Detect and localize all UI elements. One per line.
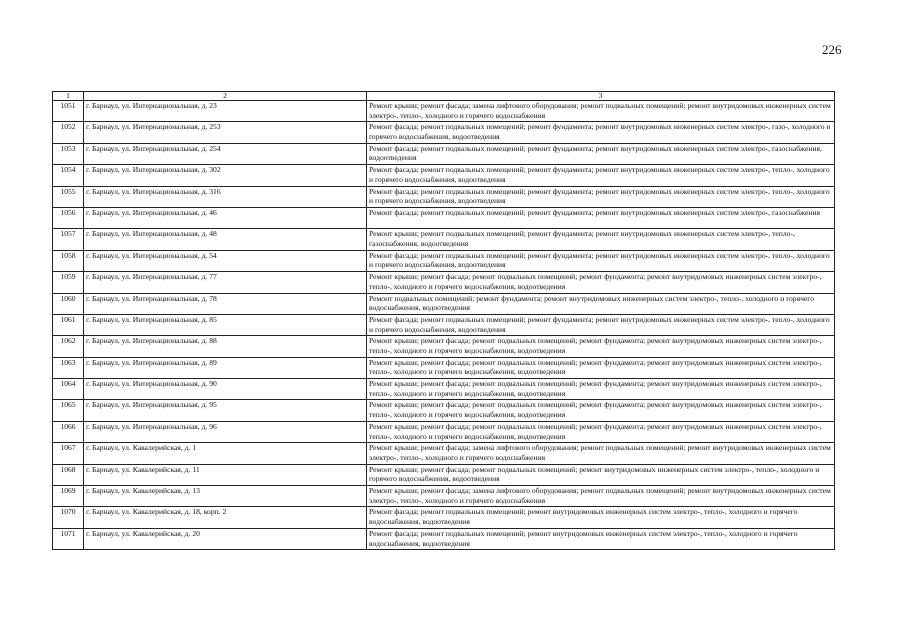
address-cell: г. Барнаул, ул. Интернациональная, д. 90 — [84, 379, 367, 400]
table-row — [53, 357, 835, 378]
address-cell: г. Барнаул, ул. Кавалерийская, д. 20 — [84, 528, 367, 549]
works-cell: Ремонт крыши; ремонт подвальных помещений; ремонт фундамента; ремонт внутридомовых инженерных систем электро-, тепло-, газоснабжения, водоотведения — [367, 229, 835, 250]
header-row — [53, 92, 835, 101]
address-cell: г. Барнаул, ул. Интернациональная, д. 96 — [84, 421, 367, 442]
works-cell: Ремонт фасада; ремонт подвальных помещений; ремонт фундамента; ремонт внутридомовых инженерных систем электро-, тепло-, холодного и горячего водоснабжения, водоотведения — [367, 250, 835, 271]
works-cell: Ремонт крыши; ремонт фасада; ремонт подвальных помещений; ремонт фундамента; ремонт внутридомовых инженерных систем электро-, тепло-, холодного и горячего водоснабжения, водоотведения — [367, 379, 835, 400]
table-row — [53, 486, 835, 507]
address-cell: г. Барнаул, ул. Интернациональная, д. 316 — [84, 186, 367, 207]
row-number-cell: 1051 — [53, 101, 84, 122]
column-header-works: 3 — [367, 92, 835, 101]
table-body — [53, 92, 835, 550]
row-number-cell: 1070 — [53, 507, 84, 528]
address-cell: г. Барнаул, ул. Интернациональная, д. 23 — [84, 101, 367, 122]
page-number: 226 — [822, 42, 842, 57]
row-number-cell: 1060 — [53, 293, 84, 314]
address-cell: г. Барнаул, ул. Интернациональная, д. 54 — [84, 250, 367, 271]
table-row — [53, 379, 835, 400]
row-number-cell: 1054 — [53, 165, 84, 186]
repair-register-table — [52, 91, 835, 550]
address-cell: г. Барнаул, ул. Кавалерийская, д. 11 — [84, 464, 367, 485]
table-row — [53, 421, 835, 442]
column-header-address: 2 — [84, 92, 367, 101]
address-cell: г. Барнаул, ул. Кавалерийская, д. 18, корп. 2 — [84, 507, 367, 528]
address-cell: г. Барнаул, ул. Интернациональная, д. 253 — [84, 122, 367, 143]
works-cell: Ремонт фасада; ремонт подвальных помещений; ремонт фундамента; ремонт внутридомовых инженерных систем электро-, тепло-, холодного и горячего водоснабжения, водоотведения — [367, 186, 835, 207]
works-cell: Ремонт крыши; ремонт фасада; ремонт подвальных помещений; ремонт внутридомовых инженерных систем электро-, тепло-, холодного и горячего водоснабжения, водоотведения — [367, 464, 835, 485]
row-number-cell: 1059 — [53, 272, 84, 293]
row-number-cell: 1056 — [53, 207, 84, 228]
table-row — [53, 272, 835, 293]
address-cell: г. Барнаул, ул. Интернациональная, д. 46 — [84, 207, 367, 228]
works-cell: Ремонт фасада; ремонт подвальных помещений; ремонт фундамента; ремонт внутридомовых инженерных систем электро-, газоснабжения, водоотведения — [367, 143, 835, 164]
row-number-cell: 1067 — [53, 443, 84, 464]
row-number-cell: 1068 — [53, 464, 84, 485]
table-row — [53, 186, 835, 207]
row-number-cell: 1065 — [53, 400, 84, 421]
address-cell: г. Барнаул, ул. Интернациональная, д. 302 — [84, 165, 367, 186]
table-row — [53, 443, 835, 464]
works-cell: Ремонт крыши; ремонт фасада; замена лифтового оборудования; ремонт подвальных помещений; ремонт внутридомовых инженерных систем электро-, тепло-, холодного и горячего водоснабжения — [367, 486, 835, 507]
works-cell: Ремонт крыши; ремонт фасада; ремонт подвальных помещений; ремонт фундамента; ремонт внутридомовых инженерных систем электро-, тепло-, холодного и горячего водоснабжения, водоотведения — [367, 272, 835, 293]
works-cell: Ремонт крыши; ремонт фасада; ремонт подвальных помещений; ремонт фундамента; ремонт внутридомовых инженерных систем электро-, тепло-, холодного и горячего водоснабжения, водоотведения — [367, 421, 835, 442]
row-number-cell: 1064 — [53, 379, 84, 400]
works-cell: Ремонт фасада; ремонт подвальных помещений; ремонт фундамента; ремонт внутридомовых инженерных систем электро-, тепло-, холодного и горячего водоснабжения, водоотведения — [367, 165, 835, 186]
works-cell: Ремонт фасада; ремонт подвальных помещений; ремонт внутридомовых инженерных систем электро-, тепло-, холодного и горячего водоснабжения, водоотведения — [367, 507, 835, 528]
row-number-cell: 1069 — [53, 486, 84, 507]
row-number-cell: 1063 — [53, 357, 84, 378]
table-row — [53, 464, 835, 485]
address-cell: г. Барнаул, ул. Интернациональная, д. 95 — [84, 400, 367, 421]
works-cell: Ремонт подвальных помещений; ремонт фундамента; ремонт внутридомовых инженерных систем электро-, тепло-, холодного и горячего водоснабжения, водоотведения — [367, 293, 835, 314]
address-cell: г. Барнаул, ул. Кавалерийская, д. 1 — [84, 443, 367, 464]
works-cell: Ремонт крыши; ремонт фасада; замена лифтового оборудования; ремонт подвальных помещений; ремонт внутридомовых инженерных систем электро-, тепло-, холодного и горячего водоснабжения — [367, 443, 835, 464]
column-header-number: 1 — [53, 92, 84, 101]
works-cell: Ремонт фасада; ремонт подвальных помещений; ремонт фундамента; ремонт внутридомовых инженерных систем электро-, газо-, холодного и горячего водоснабжения, водоотведения — [367, 122, 835, 143]
works-cell: Ремонт крыши; ремонт фасада; ремонт подвальных помещений; ремонт фундамента; ремонт внутридомовых инженерных систем электро-, тепло-, холодного и горячего водоснабжения, водоотведения — [367, 357, 835, 378]
table-row — [53, 101, 835, 122]
table-row — [53, 122, 835, 143]
address-cell: г. Барнаул, ул. Интернациональная, д. 77 — [84, 272, 367, 293]
table-row — [53, 229, 835, 250]
table-row — [53, 250, 835, 271]
works-cell: Ремонт фасада; ремонт подвальных помещений; ремонт фундамента; ремонт внутридомовых инженерных систем электро-, тепло-, холодного и горячего водоснабжения, водоотведения — [367, 314, 835, 335]
table-row — [53, 336, 835, 357]
table-row — [53, 400, 835, 421]
row-number-cell: 1053 — [53, 143, 84, 164]
works-cell: Ремонт крыши; ремонт фасада; замена лифтового оборудования; ремонт подвальных помещений; ремонт внутридомовых инженерных систем электро-, тепло-, холодного и горячего водоснабжения — [367, 101, 835, 122]
works-cell: Ремонт крыши; ремонт фасада; ремонт подвальных помещений; ремонт фундамента; ремонт внутридомовых инженерных систем электро-, тепло-, холодного и горячего водоснабжения, водоотведения — [367, 336, 835, 357]
address-cell: г. Барнаул, ул. Интернациональная, д. 89 — [84, 357, 367, 378]
address-cell: г. Барнаул, ул. Интернациональная, д. 88 — [84, 336, 367, 357]
address-cell: г. Барнаул, ул. Кавалерийская, д. 13 — [84, 486, 367, 507]
table-row — [53, 165, 835, 186]
works-cell: Ремонт крыши; ремонт фасада; ремонт подвальных помещений; ремонт фундамента; ремонт внутридомовых инженерных систем электро-, тепло-, холодного и горячего водоснабжения, водоотведения — [367, 400, 835, 421]
address-cell: г. Барнаул, ул. Интернациональная, д. 78 — [84, 293, 367, 314]
works-cell: Ремонт фасада; ремонт подвальных помещений; ремонт фундамента; ремонт внутридомовых инженерных систем электро-, газоснабжения — [367, 207, 835, 228]
address-cell: г. Барнаул, ул. Интернациональная, д. 48 — [84, 229, 367, 250]
row-number-cell: 1057 — [53, 229, 84, 250]
address-cell: г. Барнаул, ул. Интернациональная, д. 85 — [84, 314, 367, 335]
row-number-cell: 1052 — [53, 122, 84, 143]
table-row — [53, 143, 835, 164]
works-cell: Ремонт фасада; ремонт подвальных помещений; ремонт внутридомовых инженерных систем электро-, тепло-, холодного и горячего водоснабжения, водоотведения — [367, 528, 835, 549]
table-row — [53, 207, 835, 228]
row-number-cell: 1062 — [53, 336, 84, 357]
row-number-cell: 1071 — [53, 528, 84, 549]
row-number-cell: 1055 — [53, 186, 84, 207]
row-number-cell: 1061 — [53, 314, 84, 335]
table-row — [53, 528, 835, 549]
address-cell: г. Барнаул, ул. Интернациональная, д. 254 — [84, 143, 367, 164]
table-row — [53, 314, 835, 335]
row-number-cell: 1058 — [53, 250, 84, 271]
table-row — [53, 507, 835, 528]
table-row — [53, 293, 835, 314]
row-number-cell: 1066 — [53, 421, 84, 442]
